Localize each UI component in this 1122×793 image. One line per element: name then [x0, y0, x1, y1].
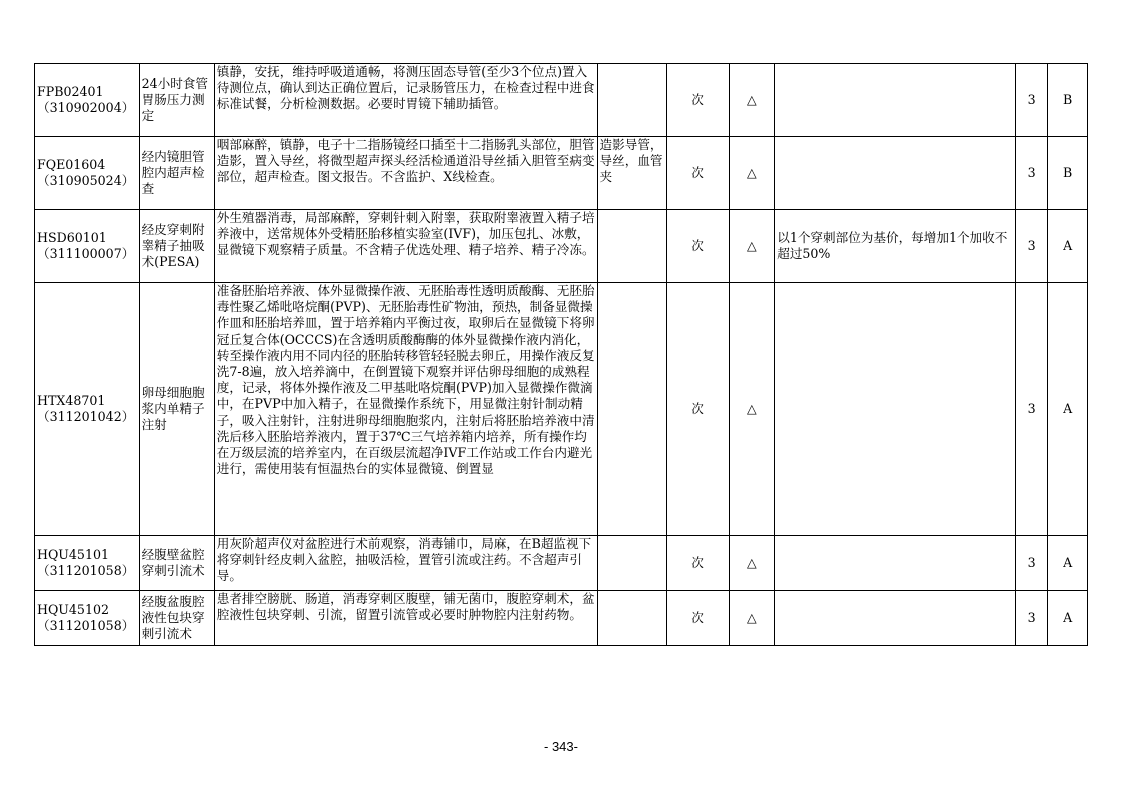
item-code-cell: [35, 137, 140, 210]
fee-schedule-table: [34, 63, 1088, 646]
item-code-cell: [35, 64, 140, 137]
table-row: [35, 137, 1088, 210]
item-exclusions: [597, 536, 666, 591]
item-level: 3: [1015, 283, 1047, 536]
item-legacy-code: （311201058）: [37, 618, 135, 633]
item-content-text: 患者排空膀胱、肠道，消毒穿刺区腹壁，铺无菌巾，腹腔穿刺术，盆腔液性包块穿刺、引流，留置引流管或必要时肿物腔内注射药物。: [216, 591, 595, 623]
item-exclusions: [597, 210, 666, 283]
item-note: [775, 536, 1016, 591]
triangle-mark: △: [729, 283, 775, 536]
item-exclusions: [597, 64, 666, 137]
triangle-mark: △: [729, 536, 775, 591]
item-name: 24小时食管胃肠压力测定: [139, 64, 214, 137]
item-class: B: [1048, 137, 1088, 210]
item-code: HQU45101: [37, 546, 109, 562]
item-name: 经腹盆腹腔液性包块穿刺引流术: [139, 591, 214, 646]
item-content-text: 外生殖器消毒，局部麻醉，穿刺针刺入附睾，获取附睾液置入精子培养液中，送常规体外受精胚胎移植实验室(IVF)，加压包扎、冰敷，显微镜下观察精子质量。不含精子优选处理、精子培养、精子冷冻。: [216, 210, 595, 258]
item-unit: 次: [666, 210, 729, 283]
item-content: [214, 536, 597, 591]
item-exclusions: [597, 591, 666, 646]
item-note: 以1个穿刺部位为基价，每增加1个加收不超过50%: [775, 210, 1016, 283]
item-code-cell: [35, 283, 140, 536]
item-level: 3: [1015, 536, 1047, 591]
item-level: 3: [1015, 137, 1047, 210]
item-note: [775, 137, 1016, 210]
item-content-text: 镇静，安抚，维持呼吸道通畅，将测压固态导管(至少3个位点)置入待测位点，确认到达正确位置后，记录肠管压力，在检查过程中进食标准试餐，分析检测数据。必要时胃镜下辅助插管。: [216, 64, 595, 112]
item-class: B: [1048, 64, 1088, 137]
triangle-mark: △: [729, 210, 775, 283]
item-content: [214, 64, 597, 137]
item-class: A: [1048, 210, 1088, 283]
item-content-text: 准备胚胎培养液、体外显微操作液、无胚胎毒性透明质酸酶、无胚胎毒性聚乙烯吡咯烷酮(PVP)、无胚胎毒性矿物油，预热，制备显微操作皿和胚胎培养皿，置于培养箱内平衡过夜，取卵后在显微镜下将卵冠丘复合体(OCCCS)在含透明质酸酶酶的体外显微操作液内消化，转至操作液内用不同内径的胚胎转移管轻轻脱去卵丘，用操作液反复洗7-8遍，放入培养滴中，在倒置镜下观察并评估卵母细胞的成熟程度，记录，将体外操作液及二甲基吡咯烷酮(PVP)加入显微操作微滴中，在PVP中加入精子，在显微操作系统下，用显微注射针制动精子，吸入注射针，注射进卵母细胞胞浆内，注射后将胚胎培养液中清洗后移入胚胎培养液内，置于37℃三气培养箱内培养，所有操作均在万级层流的培养室内，在百级层流超净IVF工作站或工作台内避光进行，需使用装有恒温热台的实体显微镜、倒置显: [216, 283, 595, 477]
item-level: 3: [1015, 591, 1047, 646]
item-name: 经腹壁盆腔穿刺引流术: [139, 536, 214, 591]
table-row: [35, 536, 1088, 591]
item-class: A: [1048, 536, 1088, 591]
item-code-cell: [35, 591, 140, 646]
item-legacy-code: （311201042）: [37, 409, 135, 424]
triangle-mark: △: [729, 137, 775, 210]
item-note: [775, 591, 1016, 646]
item-content: [214, 591, 597, 646]
item-code: HQU45102: [37, 601, 109, 617]
item-content-text: 用灰阶超声仪对盆腔进行术前观察，消毒铺巾，局麻，在B超监视下将穿刺针经皮刺入盆腔，抽吸活检，置管引流或注药。不含超声引导。: [216, 536, 592, 584]
item-unit: 次: [666, 283, 729, 536]
table-row: [35, 591, 1088, 646]
item-class: A: [1048, 591, 1088, 646]
item-note: [775, 283, 1016, 536]
item-unit: 次: [666, 536, 729, 591]
triangle-mark: △: [729, 64, 775, 137]
item-code: FQE01604: [37, 156, 106, 172]
item-legacy-code: （310905024）: [37, 173, 135, 188]
table-row: [35, 64, 1088, 137]
triangle-mark: △: [729, 591, 775, 646]
table-row: [35, 283, 1088, 536]
item-exclusions: 造影导管，导丝，血管夹: [597, 137, 666, 210]
table-row: [35, 210, 1088, 283]
item-class: A: [1048, 283, 1088, 536]
item-legacy-code: （311100007）: [37, 246, 135, 261]
item-content-text: 咽部麻醉，镇静，电子十二指肠镜经口插至十二指肠乳头部位，胆管造影，置入导丝，将微型超声探头经活检通道沿导丝插入胆管至病变部位，超声检查。图文报告。不含监护、X线检查。: [216, 137, 595, 185]
item-unit: 次: [666, 591, 729, 646]
item-level: 3: [1015, 64, 1047, 137]
item-exclusions: [597, 283, 666, 536]
item-content: [214, 137, 597, 210]
item-code: HTX48701: [37, 392, 106, 408]
item-legacy-code: （311201058）: [37, 563, 135, 578]
item-content: [214, 283, 597, 536]
item-code-cell: [35, 210, 140, 283]
item-name: 经皮穿刺附睾精子抽吸术(PESA): [139, 210, 214, 283]
item-code: HSD60101: [37, 229, 107, 245]
item-code-cell: [35, 536, 140, 591]
page-number: - 343-: [544, 739, 578, 754]
item-content: [214, 210, 597, 283]
item-code: FPB02401: [37, 83, 104, 99]
item-name: 经内镜胆管腔内超声检查: [139, 137, 214, 210]
item-unit: 次: [666, 137, 729, 210]
item-legacy-code: （310902004）: [37, 100, 135, 115]
item-note: [775, 64, 1016, 137]
item-name: 卵母细胞胞浆内单精子注射: [139, 283, 214, 536]
item-level: 3: [1015, 210, 1047, 283]
item-unit: 次: [666, 64, 729, 137]
